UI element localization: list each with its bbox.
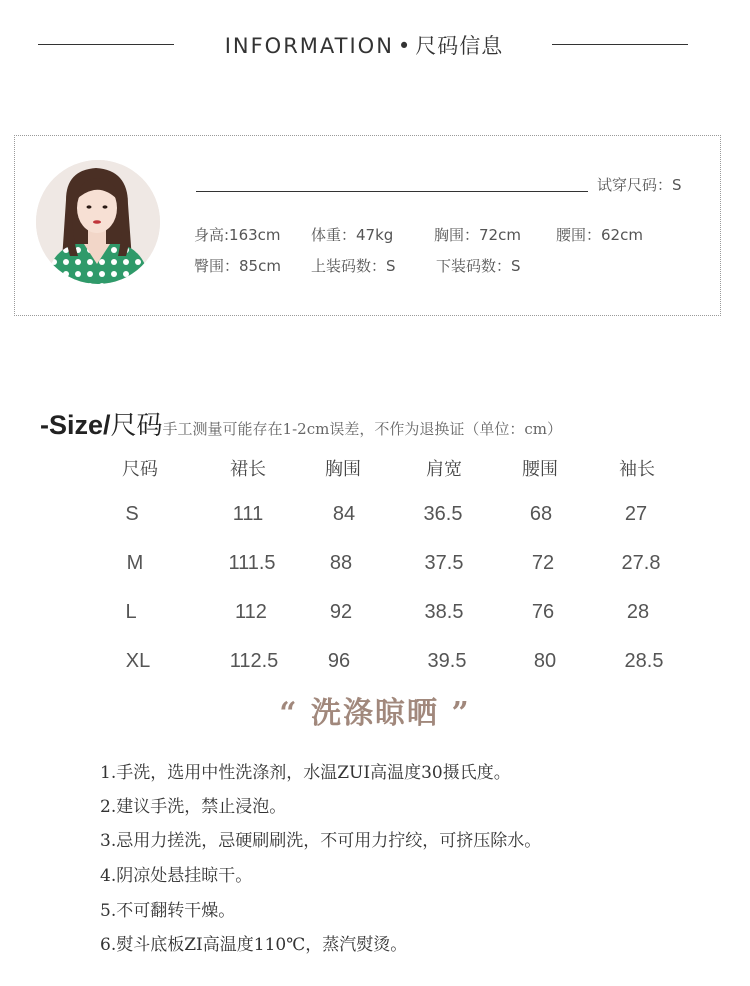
model-avatar — [36, 160, 160, 284]
model-height: 身高:163cm — [194, 226, 281, 244]
size-title-cn: 尺码 — [110, 411, 163, 441]
table-header-cell: 肩宽 — [426, 459, 462, 480]
table-cell: 111 — [232, 503, 264, 525]
table-cell: 88 — [329, 552, 353, 574]
table-header-cell: 胸围 — [325, 459, 361, 480]
title-cn: 尺码信息 — [415, 34, 504, 58]
model-waist: 腰围：62cm — [556, 226, 643, 244]
list-item: 5.不可翻转干燥。 — [100, 901, 236, 921]
table-cell: 27.8 — [621, 552, 661, 574]
table-cell: 96 — [327, 650, 351, 672]
list-item: 4.阴凉处悬挂晾干。 — [100, 866, 253, 886]
table-cell: 112 — [235, 601, 267, 623]
table-cell: 27 — [624, 503, 648, 525]
model-info-card — [14, 135, 721, 316]
model-top-size: 上装码数：S — [311, 257, 396, 275]
table-cell: 28 — [626, 601, 650, 623]
open-quote: “ — [279, 696, 299, 731]
model-hip: 臀围：85cm — [194, 257, 281, 275]
table-cell: 28.5 — [624, 650, 664, 672]
table-cell: XL — [125, 650, 151, 672]
washing-title-text: 洗涤晾晒 — [311, 696, 439, 731]
model-bust: 胸围：72cm — [434, 226, 521, 244]
table-cell: 72 — [531, 552, 555, 574]
size-section-heading — [40, 405, 562, 442]
table-header-cell: 裙长 — [230, 459, 266, 480]
header-rule-right — [552, 44, 688, 45]
header-rule-left — [38, 44, 174, 45]
table-cell: 68 — [529, 503, 553, 525]
table-header-cell: 袖长 — [619, 459, 655, 480]
table-cell: 39.5 — [427, 650, 467, 672]
table-cell: 111.5 — [228, 552, 276, 574]
table-cell: 92 — [329, 601, 353, 623]
table-cell: 84 — [332, 503, 356, 525]
table-cell: 36.5 — [423, 503, 463, 525]
table-cell: 38.5 — [424, 601, 464, 623]
title-en: INFORMATION — [224, 34, 394, 58]
list-item: 2.建议手洗，禁止浸泡。 — [100, 797, 287, 817]
table-cell: L — [125, 601, 137, 623]
model-bottom-size: 下装码数：S — [436, 257, 521, 275]
table-cell: S — [125, 503, 139, 525]
table-header-cell: 尺码 — [122, 459, 158, 480]
model-weight: 体重：47kg — [311, 226, 394, 244]
washing-title — [200, 688, 550, 732]
list-item: 3.忌用力搓洗，忌硬刷刷洗，不可用力拧绞，可挤压除水。 — [100, 831, 542, 851]
model-photo-illustration — [36, 160, 160, 284]
table-cell: M — [126, 552, 144, 574]
list-item: 1.手洗，选用中性洗涤剂，水温ZUI高温度30摄氏度。 — [100, 763, 511, 783]
table-cell: 37.5 — [424, 552, 464, 574]
table-cell: 80 — [533, 650, 557, 672]
size-note: 手工测量可能存在1-2cm误差，不作为退换证（单位：cm） — [162, 420, 562, 438]
list-item: 6.熨斗底板ZI高温度110℃，蒸汽熨烫。 — [100, 935, 408, 955]
table-header-cell: 腰围 — [522, 459, 558, 480]
close-quote: ” — [451, 696, 471, 731]
page-title — [180, 30, 548, 60]
model-card-rule — [196, 191, 588, 192]
table-cell: 112.5 — [229, 650, 279, 672]
table-cell: 76 — [531, 601, 555, 623]
trial-size-label: 试穿尺码：S — [597, 176, 682, 194]
title-dot: • — [397, 34, 412, 58]
size-title-en: -Size/ — [40, 410, 111, 440]
